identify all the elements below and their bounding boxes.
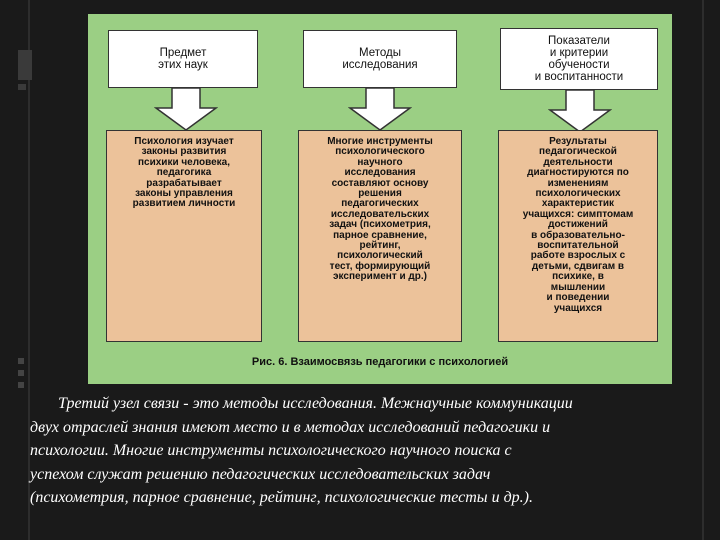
decor-square — [18, 358, 24, 364]
decor-square — [18, 370, 24, 376]
frame-line-right — [702, 0, 704, 540]
bottom-box-criteria — [498, 130, 658, 342]
top-box-criteria — [500, 28, 658, 90]
top-box-methods — [303, 30, 457, 88]
bottom-box-subject — [106, 130, 262, 342]
body-paragraph: Третий узел связи - это методы исследования. Межнаучные коммуникации двух отраслей знания имеют место и в методах исследований педагогики и психологии. Многие инструменты психологического научного поиска с успехом служат решению педагогических исследовательских задач (психометрия, парное сравнение, рейтинг, психологические тесты и др.). — [30, 395, 573, 506]
decor-bar — [18, 50, 32, 80]
diagram-figure — [88, 14, 672, 384]
arrow-down-icon — [154, 88, 218, 132]
arrow-down-icon — [548, 90, 612, 134]
decor-bar — [18, 84, 26, 90]
bottom-box-methods — [298, 130, 462, 342]
bottom-box-text: Результаты педагогической деятельности диагностируются по изменениям психологических характеристик учащихся: симптомам достижений в образовательно- воспитательной работе взрослых с детьми, сдвигам в психике, в мышлении и поведении учащихся — [522, 136, 634, 314]
top-box-label: Методы исследования — [342, 47, 418, 71]
top-box-label: Предмет этих наук — [158, 47, 208, 71]
figure-caption: Рис. 6. Взаимосвязь педагогики с психологией — [251, 356, 509, 368]
top-box-label: Показатели и критерии обучености и воспитанности — [534, 35, 624, 83]
decor-square — [18, 382, 24, 388]
bottom-box-text: Многие инструменты психологического научного исследования составляют основу решения педагогических исследовательских задач (психометрия, парное сравнение, рейтинг, психологический тест, формирующий эксперимент и др.) — [327, 136, 433, 283]
arrow-down-icon — [348, 88, 412, 132]
top-box-subject — [108, 30, 258, 88]
bottom-box-text: Психология изучает законы развития психики человека, педагогика разрабатывает законы управления развитием личности — [132, 136, 236, 210]
